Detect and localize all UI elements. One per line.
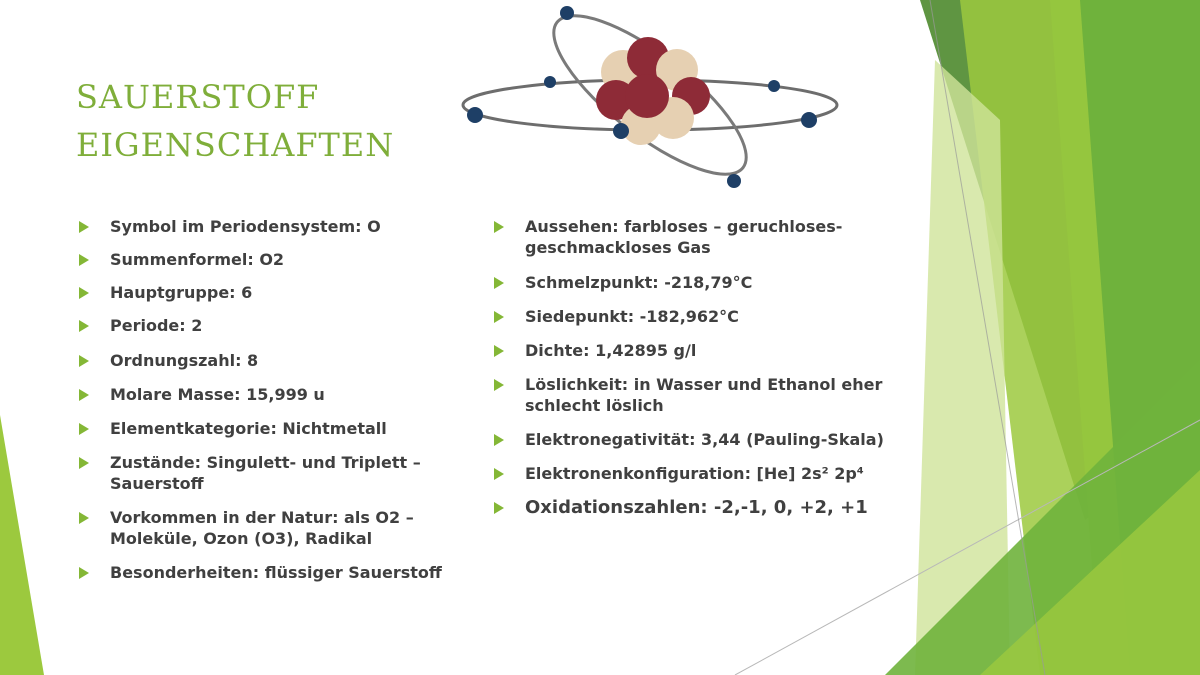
- bullet-arrow-icon: [494, 277, 504, 289]
- bullet-arrow-icon: [494, 345, 504, 357]
- list-item: [76, 350, 466, 371]
- list-item-text: Aussehen: farbloses – geruchloses- geschmackloses Gas: [525, 217, 843, 257]
- list-item-text: Hauptgruppe: 6: [110, 283, 253, 302]
- list-item: [76, 384, 466, 405]
- bullet-arrow-icon: [79, 254, 89, 266]
- bullet-arrow-icon: [494, 502, 504, 514]
- list-item: [76, 418, 466, 439]
- bullet-arrow-icon: [79, 287, 89, 299]
- bullet-arrow-icon: [79, 567, 89, 579]
- slide-title: [76, 65, 395, 167]
- title-line-2: eigenschaften: [76, 113, 395, 167]
- bullet-arrow-icon: [79, 512, 89, 524]
- bullet-arrow-icon: [79, 355, 89, 367]
- list-item-text: Dichte: 1,42895 g/l: [525, 341, 697, 360]
- list-item-text: Ordnungszahl: 8: [110, 351, 259, 370]
- list-item-text: Siedepunkt: -182,962°C: [525, 307, 739, 326]
- list-item: [491, 429, 911, 450]
- list-item: [491, 216, 911, 258]
- list-item-text: Elektronenkonfiguration: [He] 2s² 2p⁴: [525, 464, 864, 483]
- list-item: [491, 306, 911, 327]
- bullet-arrow-icon: [494, 468, 504, 480]
- title-line-1: sauerstoff: [76, 65, 320, 119]
- list-item-text: Elementkategorie: Nichtmetall: [110, 419, 387, 438]
- list-item: [76, 216, 466, 237]
- bullet-arrow-icon: [79, 457, 89, 469]
- list-item-text: Vorkommen in der Natur: als O2 – Moleküle, Ozon (O3), Radikal: [110, 508, 414, 548]
- list-item-text: Oxidationszahlen: -2,-1, 0, +2, +1: [525, 497, 868, 518]
- properties-list-left: [76, 216, 466, 583]
- list-item: [76, 282, 466, 303]
- bullet-arrow-icon: [494, 434, 504, 446]
- list-item-text: Elektronegativität: 3,44 (Pauling-Skala): [525, 430, 884, 449]
- list-item: [491, 374, 911, 416]
- bullet-arrow-icon: [79, 221, 89, 233]
- list-item: [491, 496, 911, 520]
- left-accent-shape: [0, 415, 44, 675]
- list-item-text: Symbol im Periodensystem: O: [110, 217, 381, 236]
- list-item: [76, 315, 466, 336]
- list-item: [491, 340, 911, 361]
- bullet-arrow-icon: [494, 379, 504, 391]
- bullet-arrow-icon: [79, 389, 89, 401]
- list-item: [491, 463, 911, 484]
- list-item-text: Löslichkeit: in Wasser und Ethanol eher schlecht löslich: [525, 375, 883, 415]
- list-item: [76, 249, 466, 270]
- oxygen-atom-model-icon: [455, 0, 845, 195]
- list-item-text: Zustände: Singulett- und Triplett – Sauerstoff: [110, 453, 421, 493]
- list-item-text: Periode: 2: [110, 316, 203, 335]
- list-item: [491, 272, 911, 293]
- bullet-arrow-icon: [79, 423, 89, 435]
- properties-list-right: [491, 216, 911, 520]
- list-item-text: Molare Masse: 15,999 u: [110, 385, 325, 404]
- list-item: [76, 452, 466, 494]
- list-item-text: Summenformel: O2: [110, 250, 285, 269]
- list-item: [76, 562, 466, 583]
- list-item-text: Besonderheiten: flüssiger Sauerstoff: [110, 563, 442, 582]
- bullet-arrow-icon: [79, 320, 89, 332]
- list-item: [76, 507, 466, 549]
- bullet-arrow-icon: [494, 221, 504, 233]
- bullet-arrow-icon: [494, 311, 504, 323]
- list-item-text: Schmelzpunkt: -218,79°C: [525, 273, 753, 292]
